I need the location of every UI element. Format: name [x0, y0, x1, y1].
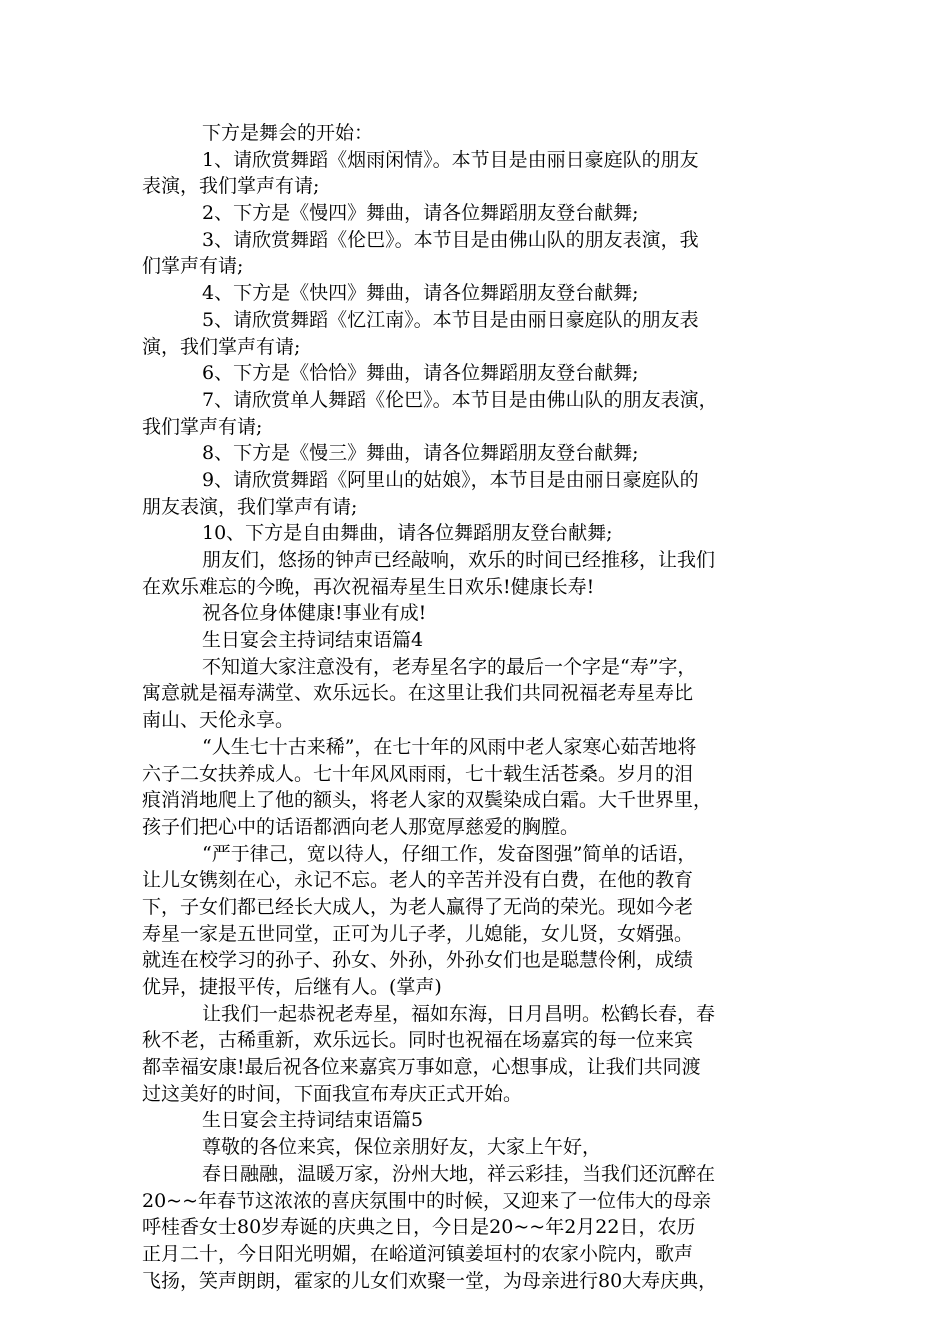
- text-line: 7、请欣赏单人舞蹈《伦巴》。本节目是由佛山队的朋友表演，: [202, 388, 718, 411]
- text-line: 朋友表演，我们掌声有请;: [142, 495, 358, 518]
- text-line: 寿星一家是五世同堂，正可为儿子孝，儿媳能，女儿贤，女婿强。: [142, 922, 694, 945]
- text-line: 呼桂香女士80岁寿诞的庆典之日，今日是20~~年2月22日，农历: [142, 1216, 696, 1239]
- text-line: 我们掌声有请;: [142, 415, 263, 438]
- text-line: 祝各位身体健康!事业有成!: [202, 602, 427, 625]
- text-line: 下，子女们都已经长大成人，为老人赢得了无尚的荣光。现如今老: [142, 895, 694, 918]
- text-line: 8、下方是《慢三》舞曲，请各位舞蹈朋友登台献舞;: [202, 442, 639, 465]
- text-line: 秋不老，古稀重新，欢乐远长。同时也祝福在场嘉宾的每一位来宾: [142, 1029, 694, 1052]
- text-line: 不知道大家注意没有，老寿星名字的最后一个字是“寿”字，: [202, 655, 697, 678]
- text-line: 20~~年春节这浓浓的喜庆氛围中的时候，又迎来了一位伟大的母亲: [142, 1189, 712, 1212]
- text-line: 优异，捷报平传，后继有人。(掌声): [142, 976, 442, 998]
- text-line: 正月二十，今日阳光明媚，在峪道河镇姜垣村的农家小院内，歌声: [142, 1242, 694, 1265]
- text-line: 痕消消地爬上了他的额头，将老人家的双鬓染成白霜。大千世界里，: [142, 789, 713, 812]
- text-line: 让我们一起恭祝老寿星，福如东海，日月昌明。松鹤长春，春: [202, 1002, 716, 1025]
- text-line: 4、下方是《快四》舞曲，请各位舞蹈朋友登台献舞;: [202, 282, 639, 305]
- text-line: 们掌声有请;: [142, 255, 244, 278]
- text-line: 过这美好的时间，下面我宣布寿庆正式开始。: [142, 1082, 523, 1105]
- text-line: 在欢乐难忘的今晚，再次祝福寿星生日欢乐!健康长寿!: [142, 575, 595, 598]
- text-line: 3、请欣赏舞蹈《伦巴》。本节目是由佛山队的朋友表演，我: [202, 228, 699, 251]
- text-line: 5、请欣赏舞蹈《忆江南》。本节目是由丽日豪庭队的朋友表: [202, 308, 699, 331]
- text-line: 表演，我们掌声有请;: [142, 175, 320, 198]
- text-line: 朋友们，悠扬的钟声已经敲响，欢乐的时间已经推移，让我们: [202, 549, 716, 571]
- text-line: 1、请欣赏舞蹈《烟雨闲情》。本节目是由丽日豪庭队的朋友: [202, 148, 699, 171]
- text-line: “严于律己，宽以待人，仔细工作，发奋图强”简单的话语，: [202, 842, 697, 865]
- text-line: 春日融融，温暖万家，汾州大地，祥云彩挂，当我们还沉醉在: [202, 1162, 716, 1185]
- text-line: 10、下方是自由舞曲，请各位舞蹈朋友登台献舞;: [202, 522, 613, 545]
- text-line: 六子二女扶养成人。七十年风风雨雨，七十载生活苍桑。岁月的泪: [142, 762, 694, 785]
- text-line: 2、下方是《慢四》舞曲，请各位舞蹈朋友登台献舞;: [202, 202, 639, 225]
- text-line: 生日宴会主持词结束语篇4: [202, 629, 424, 652]
- text-line: 就连在校学习的孙子、孙女、外孙，外孙女们也是聪慧伶俐，成绩: [142, 949, 694, 972]
- text-line: 让儿女镌刻在心，永记不忘。老人的辛苦并没有白费，在他的教育: [142, 869, 694, 892]
- text-line: 下方是舞会的开始：: [202, 122, 374, 144]
- text-line: 演，我们掌声有请;: [142, 335, 301, 358]
- text-line: “人生七十古来稀”，在七十年的风雨中老人家寒心茹苦地将: [202, 735, 697, 758]
- text-line: 尊敬的各位来宾，保位亲朋好友，大家上午好，: [202, 1136, 602, 1159]
- text-line: 9、请欣赏舞蹈《阿里山的姑娘》，本节目是由丽日豪庭队的: [202, 468, 699, 491]
- text-line: 飞扬，笑声朗朗，霍家的儿女们欢聚一堂，为母亲进行80大寿庆典，: [142, 1269, 718, 1292]
- text-line: 南山、天伦永享。: [142, 709, 295, 732]
- text-line: 生日宴会主持词结束语篇5: [202, 1109, 424, 1132]
- text-line: 6、下方是《恰恰》舞曲，请各位舞蹈朋友登台献舞;: [202, 362, 639, 385]
- text-line: 孩子们把心中的话语都洒向老人那宽厚慈爱的胸膛。: [142, 815, 580, 838]
- text-line: 都幸福安康!最后祝各位来嘉宾万事如意，心想事成，让我们共同渡: [142, 1056, 701, 1079]
- text-line: 寓意就是福寿满堂、欢乐远长。在这里让我们共同祝福老寿星寿比: [142, 682, 694, 705]
- document-page: [142, 120, 814, 1294]
